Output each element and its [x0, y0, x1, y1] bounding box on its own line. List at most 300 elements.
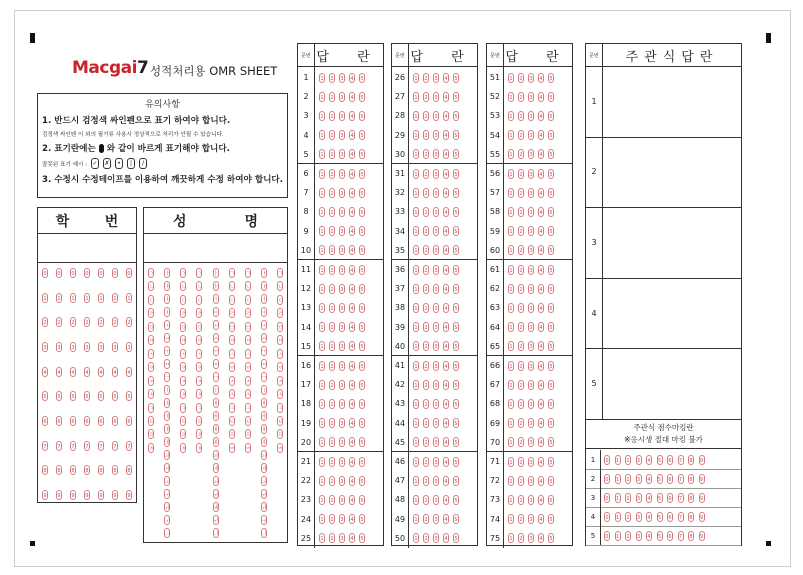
answer-bubble[interactable]: 1 — [508, 437, 514, 447]
answer-bubble[interactable]: 4 — [349, 111, 355, 121]
name-bubble[interactable]: ㅅ — [180, 349, 186, 359]
answer-bubble[interactable]: 2 — [423, 341, 429, 351]
name-bubble[interactable]: ㅟ — [164, 515, 170, 525]
answer-bubble[interactable]: 1 — [508, 207, 514, 217]
answer-bubble[interactable]: 3 — [433, 207, 439, 217]
answer-bubble[interactable]: 2 — [518, 130, 524, 140]
score-bubble[interactable]: 0 — [604, 474, 610, 484]
answer-bubble[interactable]: 4 — [349, 149, 355, 159]
name-bubble[interactable]: ㅌ — [245, 416, 251, 426]
name-bubble[interactable]: ㅔ — [213, 411, 219, 421]
name-bubble[interactable]: ㅍ — [229, 429, 235, 439]
answer-bubble[interactable]: 1 — [413, 533, 419, 543]
name-bubble[interactable]: ㅎ — [148, 443, 154, 453]
answer-bubble[interactable]: 4 — [538, 418, 544, 428]
answer-bubble[interactable]: 3 — [528, 341, 534, 351]
answer-bubble[interactable]: 1 — [508, 418, 514, 428]
answer-bubble[interactable]: 1 — [319, 495, 325, 505]
student-id-bubble[interactable]: 5 — [56, 391, 62, 401]
answer-bubble[interactable]: 1 — [319, 169, 325, 179]
student-id-bubble[interactable]: 6 — [70, 416, 76, 426]
answer-bubble[interactable]: 4 — [538, 188, 544, 198]
answer-bubble[interactable]: 2 — [518, 399, 524, 409]
name-bubble[interactable]: ㅜ — [213, 346, 219, 356]
answer-bubble[interactable]: 3 — [528, 284, 534, 294]
answer-bubble[interactable]: 4 — [538, 130, 544, 140]
answer-bubble[interactable]: 1 — [413, 169, 419, 179]
name-bubble[interactable]: ㅊ — [148, 389, 154, 399]
name-bubble[interactable]: ㅚ — [164, 476, 170, 486]
answer-bubble[interactable]: 5 — [453, 437, 459, 447]
student-id-bubble[interactable]: 3 — [112, 342, 118, 352]
name-bubble[interactable]: ㄷ — [180, 295, 186, 305]
answer-bubble[interactable]: 1 — [508, 476, 514, 486]
answer-bubble[interactable]: 4 — [538, 245, 544, 255]
answer-bubble[interactable]: 2 — [423, 284, 429, 294]
answer-bubble[interactable]: 1 — [413, 457, 419, 467]
answer-bubble[interactable]: 5 — [359, 361, 365, 371]
subjective-answer-row[interactable] — [586, 137, 741, 209]
answer-bubble[interactable]: 4 — [538, 361, 544, 371]
answer-bubble[interactable]: 2 — [329, 130, 335, 140]
student-id-bubble[interactable]: 0 — [42, 268, 48, 278]
answer-bubble[interactable]: 5 — [453, 265, 459, 275]
name-bubble[interactable]: ㅢ — [261, 528, 267, 538]
student-id-bubble[interactable]: 5 — [42, 391, 48, 401]
answer-bubble[interactable]: 1 — [413, 130, 419, 140]
name-bubble[interactable]: ㅞ — [164, 502, 170, 512]
student-id-bubble[interactable]: 1 — [42, 293, 48, 303]
answer-bubble[interactable]: 5 — [359, 188, 365, 198]
name-bubble[interactable]: ㅈ — [229, 376, 235, 386]
answer-bubble[interactable]: 5 — [548, 361, 554, 371]
answer-bubble[interactable]: 1 — [413, 437, 419, 447]
answer-bubble[interactable]: 2 — [329, 111, 335, 121]
student-id-bubble[interactable]: 4 — [84, 367, 90, 377]
answer-bubble[interactable]: 2 — [518, 207, 524, 217]
score-bubble[interactable]: 3 — [636, 531, 642, 541]
name-bubble[interactable]: ㅑ — [164, 281, 170, 291]
answer-bubble[interactable]: 2 — [329, 169, 335, 179]
student-id-bubble[interactable]: 4 — [70, 367, 76, 377]
student-id-bubble[interactable]: 6 — [56, 416, 62, 426]
answer-bubble[interactable]: 3 — [528, 207, 534, 217]
answer-bubble[interactable]: 2 — [423, 130, 429, 140]
name-bubble[interactable]: ㅊ — [277, 389, 283, 399]
name-bubble[interactable]: ㅐ — [164, 398, 170, 408]
name-bubble[interactable]: ㅒ — [213, 424, 219, 434]
answer-bubble[interactable]: 2 — [423, 265, 429, 275]
answer-bubble[interactable]: 5 — [359, 437, 365, 447]
student-id-bubble[interactable]: 7 — [42, 441, 48, 451]
name-bubble[interactable]: ㅇ — [148, 362, 154, 372]
answer-bubble[interactable]: 5 — [359, 399, 365, 409]
answer-bubble[interactable]: 4 — [443, 130, 449, 140]
name-bubble[interactable]: ㅜ — [164, 346, 170, 356]
name-bubble[interactable]: ㄷ — [148, 295, 154, 305]
answer-bubble[interactable]: 2 — [329, 457, 335, 467]
student-id-bubble[interactable]: 9 — [98, 490, 104, 500]
name-bubble[interactable]: ㅅ — [196, 349, 202, 359]
answer-bubble[interactable]: 2 — [329, 533, 335, 543]
answer-bubble[interactable]: 3 — [339, 226, 345, 236]
answer-bubble[interactable]: 4 — [349, 380, 355, 390]
answer-bubble[interactable]: 2 — [518, 149, 524, 159]
student-id-bubble[interactable]: 2 — [126, 317, 132, 327]
answer-bubble[interactable]: 2 — [518, 476, 524, 486]
name-bubble[interactable]: ㅊ — [196, 389, 202, 399]
score-bubble[interactable]: 7 — [678, 531, 684, 541]
answer-bubble[interactable]: 5 — [359, 380, 365, 390]
name-bubble[interactable]: ㅚ — [261, 476, 267, 486]
name-bubble[interactable]: ㅍ — [148, 429, 154, 439]
answer-bubble[interactable]: 2 — [329, 265, 335, 275]
answer-bubble[interactable]: 4 — [349, 245, 355, 255]
student-id-bubble[interactable]: 7 — [126, 441, 132, 451]
answer-bubble[interactable]: 3 — [339, 73, 345, 83]
answer-bubble[interactable]: 3 — [528, 130, 534, 140]
student-id-bubble[interactable]: 9 — [112, 490, 118, 500]
answer-bubble[interactable]: 2 — [518, 495, 524, 505]
answer-bubble[interactable]: 3 — [433, 111, 439, 121]
name-bubble[interactable]: ㅊ — [229, 389, 235, 399]
answer-bubble[interactable]: 1 — [319, 130, 325, 140]
answer-bubble[interactable]: 4 — [443, 303, 449, 313]
answer-bubble[interactable]: 1 — [413, 380, 419, 390]
answer-bubble[interactable]: 1 — [319, 207, 325, 217]
student-id-bubble[interactable]: 0 — [112, 268, 118, 278]
answer-bubble[interactable]: 2 — [518, 437, 524, 447]
score-bubble[interactable]: 0 — [604, 531, 610, 541]
name-bubble[interactable]: ㅏ — [261, 268, 267, 278]
answer-bubble[interactable]: 5 — [453, 169, 459, 179]
answer-bubble[interactable]: 4 — [349, 73, 355, 83]
answer-bubble[interactable]: 2 — [518, 341, 524, 351]
name-bubble[interactable]: ㅡ — [164, 372, 170, 382]
name-bubble[interactable]: ㅠ — [213, 359, 219, 369]
answer-bubble[interactable]: 2 — [329, 188, 335, 198]
answer-bubble[interactable]: 1 — [508, 188, 514, 198]
answer-bubble[interactable]: 1 — [319, 303, 325, 313]
answer-bubble[interactable]: 5 — [548, 130, 554, 140]
answer-bubble[interactable]: 1 — [508, 341, 514, 351]
answer-bubble[interactable]: 4 — [443, 284, 449, 294]
answer-bubble[interactable]: 5 — [359, 111, 365, 121]
name-bubble[interactable]: ㅛ — [261, 333, 267, 343]
student-id-bubble[interactable]: 3 — [42, 342, 48, 352]
student-id-bubble[interactable]: 9 — [42, 490, 48, 500]
name-bubble[interactable]: ㅁ — [245, 322, 251, 332]
answer-bubble[interactable]: 2 — [329, 92, 335, 102]
answer-bubble[interactable]: 2 — [329, 341, 335, 351]
answer-bubble[interactable]: 3 — [339, 514, 345, 524]
answer-bubble[interactable]: 2 — [518, 245, 524, 255]
answer-bubble[interactable]: 4 — [443, 476, 449, 486]
answer-bubble[interactable]: 4 — [538, 399, 544, 409]
student-id-bubble[interactable]: 1 — [112, 293, 118, 303]
answer-bubble[interactable]: 4 — [538, 111, 544, 121]
name-bubble[interactable]: ㅓ — [261, 294, 267, 304]
answer-bubble[interactable]: 5 — [359, 73, 365, 83]
answer-bubble[interactable]: 2 — [518, 418, 524, 428]
score-bubble[interactable]: 3 — [636, 474, 642, 484]
answer-bubble[interactable]: 2 — [423, 73, 429, 83]
student-id-bubble[interactable]: 1 — [56, 293, 62, 303]
student-id-bubble[interactable]: 8 — [56, 465, 62, 475]
answer-bubble[interactable]: 1 — [319, 73, 325, 83]
name-bubble[interactable]: ㅈ — [245, 376, 251, 386]
answer-bubble[interactable]: 5 — [548, 457, 554, 467]
answer-bubble[interactable]: 1 — [508, 361, 514, 371]
answer-bubble[interactable]: 1 — [413, 361, 419, 371]
answer-bubble[interactable]: 1 — [319, 437, 325, 447]
answer-bubble[interactable]: 5 — [548, 399, 554, 409]
student-id-bubble[interactable]: 2 — [42, 317, 48, 327]
answer-bubble[interactable]: 1 — [508, 322, 514, 332]
student-id-bubble[interactable]: 0 — [56, 268, 62, 278]
name-bubble[interactable]: ㅗ — [164, 320, 170, 330]
answer-bubble[interactable]: 1 — [413, 514, 419, 524]
answer-bubble[interactable]: 5 — [453, 533, 459, 543]
name-bubble[interactable]: ㅎ — [277, 443, 283, 453]
name-bubble[interactable]: ㅐ — [261, 398, 267, 408]
answer-bubble[interactable]: 3 — [433, 457, 439, 467]
name-bubble[interactable]: ㅍ — [196, 429, 202, 439]
answer-bubble[interactable]: 5 — [453, 92, 459, 102]
name-bubble[interactable]: ㄹ — [196, 308, 202, 318]
answer-bubble[interactable]: 3 — [433, 303, 439, 313]
answer-bubble[interactable]: 1 — [319, 245, 325, 255]
score-bubble[interactable]: 2 — [625, 493, 631, 503]
subjective-answer-row[interactable] — [586, 207, 741, 279]
answer-bubble[interactable]: 3 — [433, 514, 439, 524]
answer-bubble[interactable]: 3 — [433, 495, 439, 505]
answer-bubble[interactable]: 3 — [528, 495, 534, 505]
score-bubble[interactable]: 9 — [699, 455, 705, 465]
name-bubble[interactable]: ㅔ — [164, 411, 170, 421]
answer-bubble[interactable]: 4 — [349, 495, 355, 505]
name-bubble[interactable]: ㅋ — [229, 403, 235, 413]
answer-bubble[interactable]: 2 — [329, 399, 335, 409]
answer-bubble[interactable]: 3 — [339, 533, 345, 543]
score-bubble[interactable]: 0 — [604, 512, 610, 522]
answer-bubble[interactable]: 2 — [329, 514, 335, 524]
student-id-bubble[interactable]: 3 — [56, 342, 62, 352]
answer-bubble[interactable]: 1 — [413, 399, 419, 409]
name-bubble[interactable]: ㅐ — [213, 398, 219, 408]
score-bubble[interactable]: 5 — [657, 493, 663, 503]
answer-bubble[interactable]: 2 — [423, 188, 429, 198]
answer-bubble[interactable]: 4 — [538, 169, 544, 179]
score-bubble[interactable]: 3 — [636, 493, 642, 503]
answer-bubble[interactable]: 2 — [423, 418, 429, 428]
name-bubble[interactable]: ㅕ — [213, 307, 219, 317]
score-bubble[interactable]: 6 — [667, 493, 673, 503]
answer-bubble[interactable]: 4 — [538, 476, 544, 486]
answer-bubble[interactable]: 5 — [453, 380, 459, 390]
answer-bubble[interactable]: 2 — [423, 457, 429, 467]
answer-bubble[interactable]: 5 — [453, 476, 459, 486]
answer-bubble[interactable]: 2 — [329, 418, 335, 428]
name-bubble[interactable]: ㅖ — [213, 437, 219, 447]
name-bubble[interactable]: ㅚ — [213, 476, 219, 486]
answer-bubble[interactable]: 5 — [548, 188, 554, 198]
answer-bubble[interactable]: 3 — [433, 380, 439, 390]
student-id-bubble[interactable]: 3 — [126, 342, 132, 352]
answer-bubble[interactable]: 1 — [508, 457, 514, 467]
score-bubble[interactable]: 9 — [699, 474, 705, 484]
answer-bubble[interactable]: 1 — [508, 284, 514, 294]
student-id-bubble[interactable]: 7 — [112, 441, 118, 451]
name-bubble[interactable]: ㅛ — [213, 333, 219, 343]
answer-bubble[interactable]: 1 — [413, 149, 419, 159]
student-id-bubble[interactable]: 3 — [70, 342, 76, 352]
answer-bubble[interactable]: 2 — [423, 111, 429, 121]
score-bubble[interactable]: 7 — [678, 512, 684, 522]
answer-bubble[interactable]: 3 — [433, 284, 439, 294]
answer-bubble[interactable]: 5 — [548, 111, 554, 121]
answer-bubble[interactable]: 3 — [339, 457, 345, 467]
student-id-bubble[interactable]: 2 — [112, 317, 118, 327]
name-bubble[interactable]: ㄴ — [180, 281, 186, 291]
answer-bubble[interactable]: 1 — [413, 476, 419, 486]
name-bubble[interactable]: ㄱ — [180, 268, 186, 278]
subjective-answer-row[interactable] — [586, 278, 741, 350]
answer-bubble[interactable]: 3 — [339, 495, 345, 505]
name-bubble[interactable]: ㅅ — [245, 349, 251, 359]
name-bubble[interactable]: ㅒ — [261, 424, 267, 434]
answer-bubble[interactable]: 4 — [443, 169, 449, 179]
answer-bubble[interactable]: 1 — [413, 322, 419, 332]
answer-bubble[interactable]: 2 — [329, 495, 335, 505]
answer-bubble[interactable]: 4 — [538, 514, 544, 524]
answer-bubble[interactable]: 3 — [339, 284, 345, 294]
answer-bubble[interactable]: 4 — [443, 265, 449, 275]
answer-bubble[interactable]: 5 — [359, 207, 365, 217]
answer-bubble[interactable]: 3 — [433, 226, 439, 236]
answer-bubble[interactable]: 3 — [433, 399, 439, 409]
answer-bubble[interactable]: 2 — [518, 303, 524, 313]
score-bubble[interactable]: 2 — [625, 531, 631, 541]
name-bubble[interactable]: ㄴ — [277, 281, 283, 291]
answer-bubble[interactable]: 5 — [548, 169, 554, 179]
answer-bubble[interactable]: 5 — [453, 73, 459, 83]
answer-bubble[interactable]: 5 — [453, 399, 459, 409]
answer-bubble[interactable]: 2 — [423, 92, 429, 102]
score-bubble[interactable]: 7 — [678, 474, 684, 484]
answer-bubble[interactable]: 4 — [349, 533, 355, 543]
score-bubble[interactable]: 8 — [688, 531, 694, 541]
answer-bubble[interactable]: 3 — [528, 73, 534, 83]
name-bubble[interactable]: ㅡ — [261, 372, 267, 382]
answer-bubble[interactable]: 3 — [339, 207, 345, 217]
answer-bubble[interactable]: 1 — [413, 495, 419, 505]
answer-bubble[interactable]: 4 — [538, 92, 544, 102]
answer-bubble[interactable]: 5 — [548, 495, 554, 505]
answer-bubble[interactable]: 2 — [329, 322, 335, 332]
answer-bubble[interactable]: 5 — [359, 149, 365, 159]
answer-bubble[interactable]: 4 — [349, 130, 355, 140]
name-bubble[interactable]: ㄱ — [229, 268, 235, 278]
answer-bubble[interactable]: 5 — [548, 322, 554, 332]
name-bubble[interactable]: ㅣ — [213, 385, 219, 395]
name-bubble[interactable]: ㄹ — [180, 308, 186, 318]
answer-bubble[interactable]: 4 — [443, 341, 449, 351]
score-bubble[interactable]: 9 — [699, 512, 705, 522]
score-bubble[interactable]: 5 — [657, 512, 663, 522]
answer-bubble[interactable]: 1 — [319, 226, 325, 236]
student-id-bubble[interactable]: 4 — [42, 367, 48, 377]
answer-bubble[interactable]: 3 — [528, 188, 534, 198]
name-bubble[interactable]: ㄹ — [277, 308, 283, 318]
answer-bubble[interactable]: 3 — [339, 303, 345, 313]
answer-bubble[interactable]: 3 — [528, 149, 534, 159]
name-bubble[interactable]: ㅘ — [164, 450, 170, 460]
name-bubble[interactable]: ㅋ — [277, 403, 283, 413]
student-id-bubble[interactable]: 5 — [70, 391, 76, 401]
answer-bubble[interactable]: 2 — [423, 169, 429, 179]
answer-bubble[interactable]: 2 — [423, 207, 429, 217]
score-bubble[interactable]: 6 — [667, 531, 673, 541]
answer-bubble[interactable]: 4 — [538, 533, 544, 543]
answer-bubble[interactable]: 3 — [339, 92, 345, 102]
answer-bubble[interactable]: 5 — [548, 341, 554, 351]
name-bubble[interactable]: ㅏ — [164, 268, 170, 278]
answer-bubble[interactable]: 5 — [453, 495, 459, 505]
answer-bubble[interactable]: 4 — [349, 361, 355, 371]
name-bubble[interactable]: ㅙ — [261, 463, 267, 473]
answer-bubble[interactable]: 4 — [443, 437, 449, 447]
answer-bubble[interactable]: 4 — [349, 265, 355, 275]
answer-bubble[interactable]: 5 — [359, 245, 365, 255]
name-bubble[interactable]: ㄱ — [245, 268, 251, 278]
answer-bubble[interactable]: 1 — [508, 73, 514, 83]
name-bubble[interactable]: ㅁ — [180, 322, 186, 332]
answer-bubble[interactable]: 2 — [329, 245, 335, 255]
answer-bubble[interactable]: 5 — [359, 226, 365, 236]
answer-bubble[interactable]: 4 — [349, 418, 355, 428]
answer-bubble[interactable]: 4 — [443, 149, 449, 159]
name-bubble[interactable]: ㅛ — [164, 333, 170, 343]
answer-bubble[interactable]: 2 — [423, 399, 429, 409]
answer-bubble[interactable]: 5 — [548, 476, 554, 486]
student-id-bubble[interactable]: 2 — [70, 317, 76, 327]
answer-bubble[interactable]: 1 — [413, 284, 419, 294]
answer-bubble[interactable]: 1 — [508, 514, 514, 524]
answer-bubble[interactable]: 2 — [329, 476, 335, 486]
answer-bubble[interactable]: 3 — [528, 457, 534, 467]
answer-bubble[interactable]: 5 — [453, 245, 459, 255]
answer-bubble[interactable]: 4 — [443, 188, 449, 198]
answer-bubble[interactable]: 2 — [423, 533, 429, 543]
name-bubble[interactable]: ㅗ — [213, 320, 219, 330]
answer-bubble[interactable]: 2 — [423, 322, 429, 332]
name-bubble[interactable]: ㄱ — [277, 268, 283, 278]
name-bubble[interactable]: ㄴ — [245, 281, 251, 291]
answer-bubble[interactable]: 5 — [548, 437, 554, 447]
name-bubble[interactable]: ㄹ — [245, 308, 251, 318]
student-id-bubble[interactable]: 6 — [84, 416, 90, 426]
answer-bubble[interactable]: 4 — [443, 226, 449, 236]
answer-bubble[interactable]: 3 — [339, 341, 345, 351]
answer-bubble[interactable]: 3 — [528, 265, 534, 275]
answer-bubble[interactable]: 5 — [453, 111, 459, 121]
answer-bubble[interactable]: 4 — [349, 322, 355, 332]
score-bubble[interactable]: 1 — [615, 531, 621, 541]
name-bubble[interactable]: ㅋ — [180, 403, 186, 413]
name-bubble[interactable]: ㅗ — [261, 320, 267, 330]
score-bubble[interactable]: 4 — [646, 455, 652, 465]
